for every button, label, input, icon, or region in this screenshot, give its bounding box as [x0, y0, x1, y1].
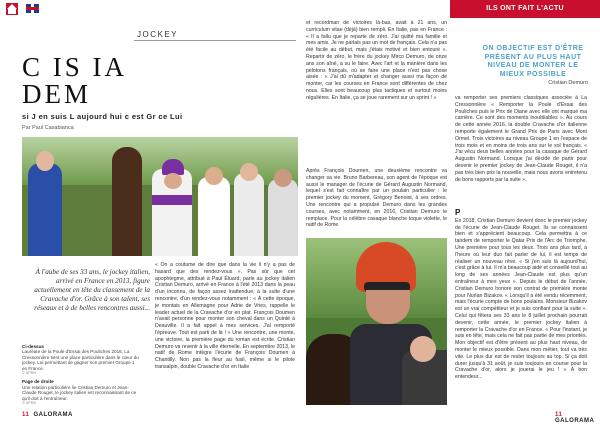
section-label: ILS ONT FAIT L'ACTU — [450, 0, 600, 18]
page-number: 11 — [555, 412, 563, 418]
article-column-1: « On a coutume de dire que dans la vie il n'y a pas de hasard que des rendez-vous ». Pas sûr que cet apophtegme, attribué à Paul Éluard, parle au jockey italien Cristian Demuro, arrivé en France à l'été 2013 dans la peau d'un inconnu, de façon assez inattendue, à la suite d'une rencontre, d'un rendez-vous notamment : « À cette époque, je montais en Allemagne pour Adrie de Vries, rappelle le leader actuel de la Cravache d'or en plat. François Doumen n'avait personne pour monter son cheval dans un Quinté à Deauville. Il a fait appel à mes services. J'ai remporté l'épreuve. Tout est parti de là ! » Une rencontre, une monte, une victoire, la première page du roman est écrite. Cristian Demuro va revenir à la ville éternelle. En septembre 2013, le natif de Rome intègre l'écurie de François Doumen à Chantilly. Non pas la fleur au fusil, même si le pilote transalpin, double Cravache d'or en Italie — [155, 262, 295, 370]
photo-person — [234, 173, 264, 256]
article-column-5 — [455, 210, 587, 381]
intro-quote: À l'aube de ses 33 ans, le jockey italien, arrivé en France en 2013, figure actuellement en tête du classement de la Cravache d'or. Grâce à son talent, ses réseaux et à de belles rencontres aussi... — [34, 268, 150, 312]
article-subtitle: si J en suis L aujourd hui c est Gr ce Lui — [22, 112, 183, 121]
footer-left — [22, 412, 73, 418]
photo-winner-celebration — [22, 137, 298, 256]
photo-jockey-portrait — [306, 238, 447, 405]
article-title — [22, 54, 292, 108]
title-line-2: DEM — [22, 79, 91, 109]
top-bar — [0, 0, 600, 18]
pull-quote-author: Cristian Demuro — [548, 80, 588, 86]
photo-captions — [22, 344, 140, 409]
photo-trainer — [402, 350, 447, 405]
photo-person — [198, 177, 230, 256]
caption-credit: © APRH — [22, 371, 37, 376]
article-column-2: et recordman de victoires là-bas, avait à 21 ans, un curriculum vitae (déjà) bien rempli. En Italie, pas en France : « Il a fallu que je reparte de zéro. J'ai quitté ma famille et mes amis. Je ne parlais pas un mot de français. Cela n'a pas été facile au début, mais j'étais motivé et bien entouré ». Repartir de zéro, le frère du jockey Mirco Demuro, de onze ans son aîné, a su le faire. Avec l'art et la manière dans les pelotons français, où se faire une place n'est pas chose aisée : « J'ai dû m'adapter et changer aussi ma façon de monter, car les courses en France sont différentes de chez nous. Elles sont beaucoup plus tactiques et surtout moins régulières. En Italie, ça se joue rarement sur un sprint ! » — [306, 20, 447, 101]
home-icon[interactable] — [6, 3, 18, 15]
page-number: 11 — [22, 412, 30, 418]
byline: Par Paul Casabianca — [22, 125, 74, 131]
pull-quote: ON OBJECTIF EST D'ÊTRE PRÉSENT AU PLUS HAUT NIVEAU DE MONTER LE MIEUX POSSIBLE — [482, 45, 584, 78]
rubric-label: JOCKEY — [137, 30, 179, 39]
caption-text: Une relation particulière lie Cristian Demuro et Jean-Claude Rouget, le jockey italien est reconnaissant de ce qu'il doit à l'entraîneur. — [22, 384, 137, 401]
caption-head: Page de droite — [22, 379, 54, 385]
uk-flag-icon[interactable] — [26, 4, 39, 13]
drop-cap: P — [455, 208, 461, 217]
photo-horse — [112, 147, 142, 256]
photo-jockey — [152, 169, 192, 256]
title-line-1: C IS IA — [22, 52, 128, 82]
article-column-3: Après François Doumen, une deuxième rencontre va changer sa vie. Bruno Barbereau, son agent de l'époque est aussi le manager de l'écurie de Gérard Augustin Normand, lequel s'est fait connaître par un poulain particulier : le premier jockey du moment, Grégory Benoist, à ses ordres. Une rencontre qui a propulsé Demuro dans les grandes courses, avec notamment, en 2016, Cristian Demuro le remplace. Pour la célèbre casaque blanche toque violette, le natif de Rome — [306, 168, 447, 229]
photo-jockey-face — [366, 290, 410, 324]
caption-text: Lauréate de la Poule d'Essai des Pouliches 2016, La Cressonnière tient une place particulière dans le cœur du jockey. Lui permettant de gagner son premier Groupe 1 en France. — [22, 349, 139, 371]
caption-credit: © APRH — [22, 401, 37, 406]
magazine-brand: GALORAMA — [555, 418, 595, 424]
rubric-divider — [134, 40, 296, 41]
article-column-5-text: En 2018, Cristian Demuro devient donc le premier jockey de l'écurie de Jean-Claude Rouget. Ils se connaissent bien et s'apprécient beaucoup. Cela permettra à ce tandem de remporter le Qatar Prix de l'Arc de Triomphe. Une première pour tous les deux. Trois ans plus tard, à l'heure où leur duo fait parler de lui, il est temps de réaliser un nouveau rêve. « Si j'en suis là aujourd'hui, c'est grâce à lui. Il m'a beaucoup aidé et conseillé tout au long de ses années Jean-Claude est plus qu'un entraîneur à mes yeux ». Depuis le début de l'année, Cristian Demuro honore son contrat de première monte pour Nurlan Bizakov. « Lorsqu'il a été vendu récemment, mais l'écurie compte de bons poulains. Monsieur Bizakov est un vrai compétiteur et je suis confiant pour la suite ». Celui qui fêtera ses 33 ans le 8 juillet prochain pourrait devenir, cette année, le premier jockey italien à remporter la Cravache d'or en France. « Pour l'instant, je suis en tête, mais cela ne fait pas partie de mes priorités. Mon objectif est d'être présent au plus haut niveau, de monter le mieux possible. Dans mon métier, tout va très vite. Le plus dur est de rester toujours au top. Si ça doit durer jusqu'à 31 août, je suis toujours en course pour la Cravache d'or, alors je jouerai le jeu ! » À bon entendeur... — [455, 217, 587, 381]
photo-person — [28, 163, 62, 256]
footer-right — [555, 412, 600, 424]
caption-head: Ci-dessus — [22, 344, 44, 349]
article-column-4: va remporter ses premiers classiques associée à La Cressonnière « Remporter la Poule d'Essai des Pouliches puis le Prix de Diane avec elle ont marqué ma carrière. Ce sont des moments inoubliables ». Au cours de cette année 2016, la double Cravache d'or italienne remporte également le Grand Prix de Paris avec Mont Ormel. Trois victoires au niveau Groupe 1 en l'espace de trois mois et en moins de trois ans sur le sol français. « J'ai vécu deux belles années pour la casaque de Gérard Augustin Normand. Lorsque j'ai décidé de partir pour devenir le premier jockey de Jean-Claude Rouget, il n'a pas très bien pris la nouvelle, mais nous avons entretenu de bons rapports par la suite ». — [455, 95, 587, 183]
magazine-brand: GALORAMA — [33, 412, 73, 418]
photo-person — [268, 179, 298, 256]
